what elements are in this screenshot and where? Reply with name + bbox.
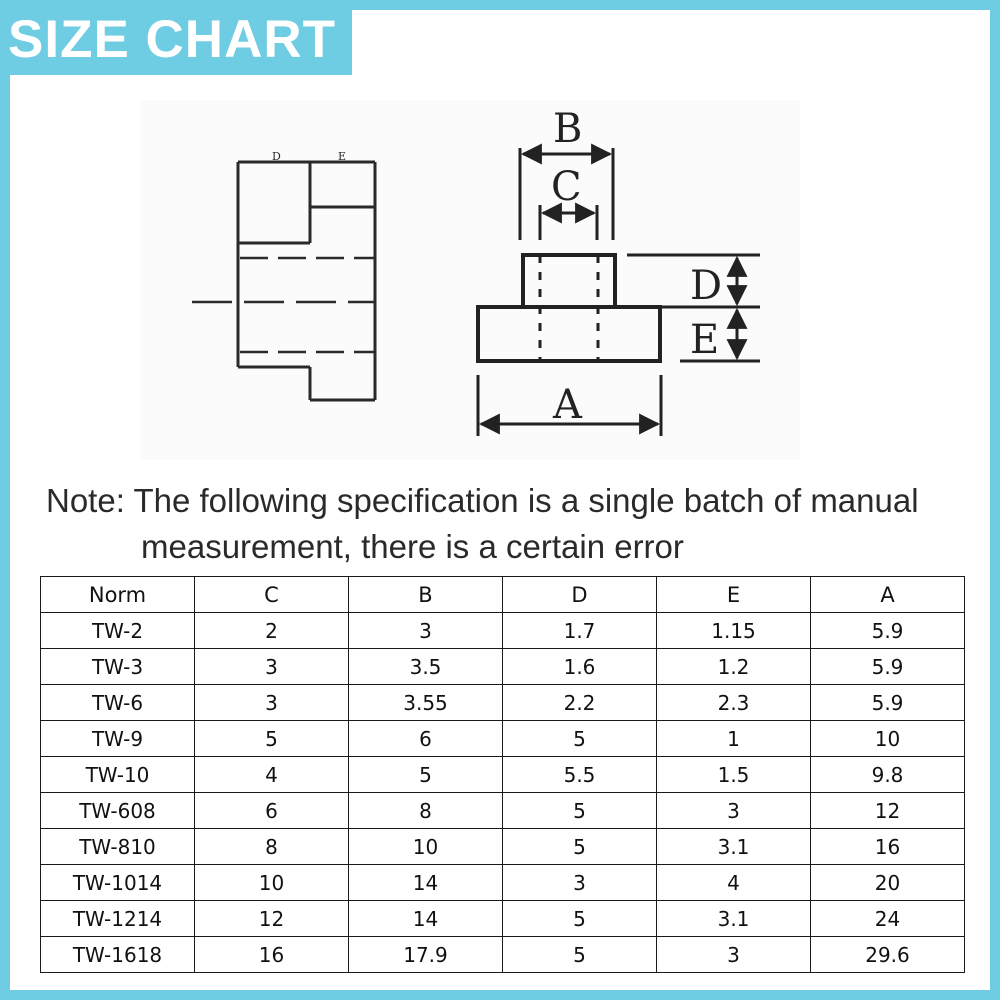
cell-d: 5.5 <box>503 757 657 793</box>
dimension-diagram <box>140 100 800 460</box>
table-row <box>41 937 965 973</box>
cell-c: 3 <box>195 649 349 685</box>
cell-c: 8 <box>195 829 349 865</box>
cell-e: 4 <box>657 865 811 901</box>
header-b: B <box>349 577 503 613</box>
cell-a: 16 <box>811 829 965 865</box>
cell-a: 5.9 <box>811 613 965 649</box>
table-row <box>41 721 965 757</box>
cell-c: 3 <box>195 685 349 721</box>
table-row <box>41 757 965 793</box>
cell-norm: TW-2 <box>41 613 195 649</box>
dimension-b-label: B <box>553 106 583 152</box>
cell-e: 3.1 <box>657 829 811 865</box>
cell-e: 3 <box>657 793 811 829</box>
cell-b: 17.9 <box>349 937 503 973</box>
cell-e: 3 <box>657 937 811 973</box>
cell-a: 10 <box>811 721 965 757</box>
cell-norm: TW-1014 <box>41 865 195 901</box>
cell-a: 12 <box>811 793 965 829</box>
header-e: E <box>657 577 811 613</box>
cell-d: 1.7 <box>503 613 657 649</box>
header-a: A <box>811 577 965 613</box>
cell-c: 4 <box>195 757 349 793</box>
cell-a: 24 <box>811 901 965 937</box>
cell-norm: TW-3 <box>41 649 195 685</box>
cell-e: 2.3 <box>657 685 811 721</box>
cell-b: 5 <box>349 757 503 793</box>
cell-d: 1.6 <box>503 649 657 685</box>
cell-b: 14 <box>349 901 503 937</box>
table-row <box>41 901 965 937</box>
cell-norm: TW-9 <box>41 721 195 757</box>
cell-norm: TW-10 <box>41 757 195 793</box>
cell-b: 10 <box>349 829 503 865</box>
cell-a: 20 <box>811 865 965 901</box>
cell-d: 5 <box>503 829 657 865</box>
cell-d: 3 <box>503 865 657 901</box>
table-row <box>41 793 965 829</box>
cell-e: 1.15 <box>657 613 811 649</box>
cell-b: 8 <box>349 793 503 829</box>
header-norm: Norm <box>41 577 195 613</box>
cell-e: 1.5 <box>657 757 811 793</box>
table-header-row <box>41 577 965 613</box>
cell-c: 10 <box>195 865 349 901</box>
table-row <box>41 685 965 721</box>
side-e-label: E <box>338 150 347 163</box>
dimension-e-label: E <box>690 317 720 363</box>
cell-norm: TW-608 <box>41 793 195 829</box>
cell-a: 5.9 <box>811 685 965 721</box>
note-line-1: Note: The following specification is a single batch of manual <box>46 482 919 519</box>
cell-d: 2.2 <box>503 685 657 721</box>
cell-a: 29.6 <box>811 937 965 973</box>
cell-b: 6 <box>349 721 503 757</box>
page-title: SIZE CHART <box>8 10 336 69</box>
cell-c: 16 <box>195 937 349 973</box>
cell-d: 5 <box>503 793 657 829</box>
dimension-c-label: C <box>551 164 582 210</box>
cell-a: 9.8 <box>811 757 965 793</box>
cell-a: 5.9 <box>811 649 965 685</box>
header-c: C <box>195 577 349 613</box>
cell-norm: TW-6 <box>41 685 195 721</box>
cell-c: 5 <box>195 721 349 757</box>
note-line-2: measurement, there is a certain error <box>141 528 684 565</box>
header-d: D <box>503 577 657 613</box>
cell-b: 3.55 <box>349 685 503 721</box>
dimension-a-label: A <box>553 382 582 428</box>
title-banner <box>0 0 352 75</box>
measurement-note <box>46 478 986 570</box>
cell-b: 14 <box>349 865 503 901</box>
table-row <box>41 613 965 649</box>
cell-norm: TW-1618 <box>41 937 195 973</box>
cell-d: 5 <box>503 937 657 973</box>
cell-c: 6 <box>195 793 349 829</box>
cell-d: 5 <box>503 721 657 757</box>
cell-norm: TW-810 <box>41 829 195 865</box>
cell-norm: TW-1214 <box>41 901 195 937</box>
side-view <box>192 162 375 400</box>
cell-b: 3 <box>349 613 503 649</box>
cell-e: 1 <box>657 721 811 757</box>
cell-d: 5 <box>503 901 657 937</box>
dimension-d-label: D <box>690 263 723 309</box>
table-row <box>41 865 965 901</box>
cell-c: 12 <box>195 901 349 937</box>
table-row <box>41 649 965 685</box>
side-d-label: D <box>272 150 281 163</box>
cell-e: 1.2 <box>657 649 811 685</box>
size-table <box>40 576 965 973</box>
cell-e: 3.1 <box>657 901 811 937</box>
cell-b: 3.5 <box>349 649 503 685</box>
cell-c: 2 <box>195 613 349 649</box>
table-row <box>41 829 965 865</box>
